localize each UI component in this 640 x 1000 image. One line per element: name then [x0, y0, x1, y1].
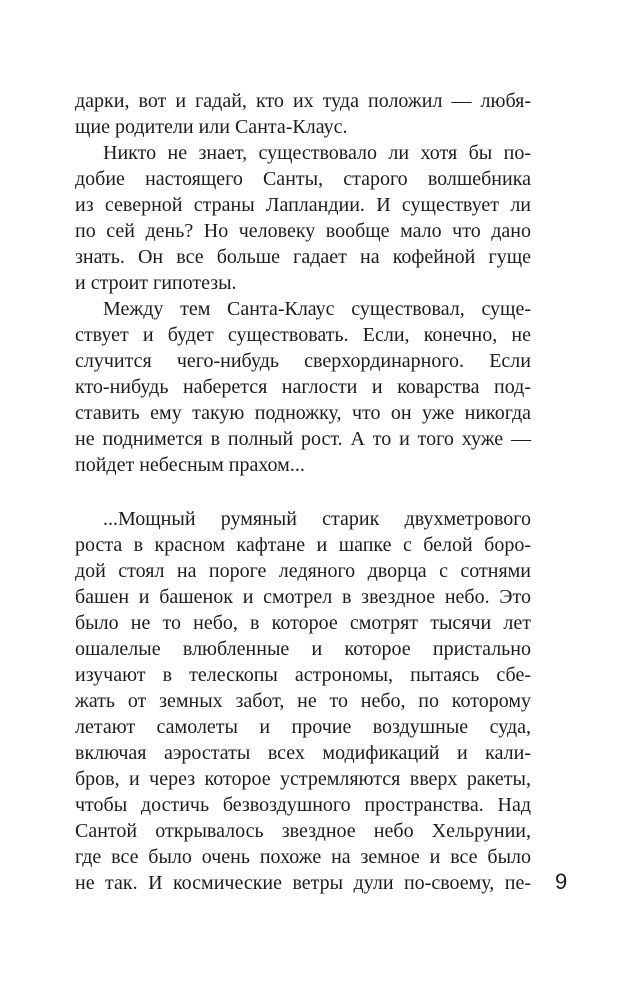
text-line: дой стоял на пороге ледяного дворца с сотнями: [75, 560, 531, 582]
text-line: жать от земных забот, не то небо, по которому: [75, 690, 531, 712]
text-line: Сантой открывалось звездное небо Хельрунии,: [75, 820, 531, 842]
text-line: добие настоящего Санты, старого волшебника: [75, 168, 531, 190]
text-line: по сей день? Но человеку вообще мало что дано: [75, 220, 531, 242]
text-line: включая аэростаты всех модификаций и кали-: [75, 742, 531, 764]
text-line: бров, и через которое устремляются вверх ракеты,: [75, 768, 531, 790]
text-line: кто-нибудь наберется наглости и коварства под-: [75, 376, 531, 398]
text-line: не так. И космические ветры дули по-своему, пе-: [75, 872, 531, 894]
text-line: чтобы достичь безвоздушного пространства. Над: [75, 794, 531, 816]
text-line: летают самолеты и прочие воздушные суда,: [75, 716, 531, 738]
text-line: изучают в телескопы астрономы, пытаясь сбе-: [75, 664, 531, 686]
text-line: случится чего-нибудь сверхординарного. Если: [75, 350, 531, 372]
text-line: ствует и будет существовать. Если, конечно, не: [75, 324, 531, 346]
text-line: Никто не знает, существовало ли хотя бы по-: [103, 142, 531, 164]
text-line: ошалелые влюбленные и которое пристально: [75, 638, 531, 660]
page-number: 9: [555, 869, 568, 894]
text-line: из северной страны Лапландии. И существует ли: [75, 194, 531, 216]
text-line: ставить ему такую подножку, что он уже никогда: [75, 402, 531, 424]
text-line: было не то небо, в которое смотрят тысячи лет: [75, 612, 531, 634]
text-line: башен и башенок и смотрел в звездное небо. Это: [75, 586, 531, 608]
text-line: где все было очень похоже на земное и все было: [75, 846, 531, 868]
text-line: и строит гипотезы.: [75, 272, 237, 294]
text-line: ...Мощный румяный старик двухметрового: [103, 508, 531, 530]
text-line: не поднимется в полный рост. А то и того хуже —: [75, 428, 531, 450]
text-line: щие родители или Санта-Клаус.: [75, 116, 348, 138]
text-line: роста в красном кафтане и шапке с белой боро-: [75, 534, 531, 556]
text-line: знать. Он все больше гадает на кофейной гуще: [75, 246, 531, 268]
text-line: дарки, вот и гадай, кто их туда положил — любя-: [75, 90, 531, 112]
text-line: Между тем Санта-Клаус существовал, суще-: [103, 298, 531, 320]
text-line: пойдет небесным прахом...: [75, 454, 305, 476]
